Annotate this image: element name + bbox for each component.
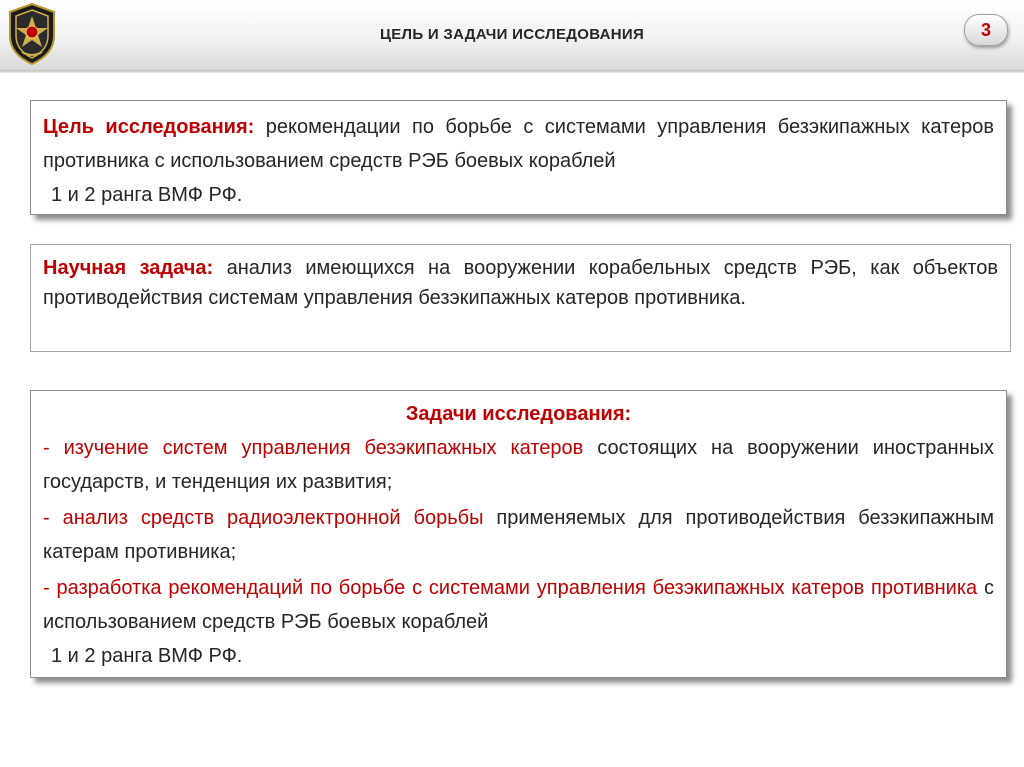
task-item-highlight: - анализ средств радиоэлектронной борьбы — [43, 507, 484, 529]
goal-text: рекомендации по борьбе с системами управления безэкипажных катеров противника с использованием средств РЭБ боевых кораблей — [43, 116, 994, 172]
science-task-box — [30, 244, 1011, 352]
goal-label: Цель исследования: — [43, 116, 255, 138]
goal-paragraph — [43, 110, 994, 178]
goal-box — [30, 100, 1007, 215]
science-task-label: Научная задача: — [43, 257, 214, 279]
header-divider — [0, 70, 1024, 73]
task-item-highlight: - изучение систем управления безэкипажных катеров — [43, 437, 584, 459]
task-item-3-tail: 1 и 2 ранга ВМФ РФ. — [51, 645, 243, 667]
goal-text-end: 1 и 2 ранга ВМФ РФ. — [51, 184, 243, 206]
science-task-text: анализ имеющихся на вооружении корабельных средств РЭБ, как объектов противодействия системам управления безэкипажных катеров противника. — [43, 257, 999, 309]
task-item-3 — [43, 571, 994, 639]
research-tasks-box — [30, 390, 1007, 678]
task-item-2 — [43, 501, 994, 569]
task-item-text: состоящих на вооружении иностранных государств, и тенденция их развития; — [43, 437, 994, 493]
task-item-1 — [43, 431, 994, 499]
research-tasks-title: Задачи исследования: — [405, 403, 632, 425]
page-number-badge: 3 — [964, 14, 1008, 46]
task-item-text: с использованием средств РЭБ боевых кораблей — [43, 577, 994, 633]
task-item-text: применяемых для противодействия безэкипажным катерам противника; — [43, 507, 994, 563]
page-title: ЦЕЛЬ И ЗАДАЧИ ИССЛЕДОВАНИЯ — [379, 26, 645, 43]
slide-header — [0, 0, 1024, 70]
task-item-highlight: - разработка рекомендаций по борьбе с системами управления безэкипажных катеров противника — [43, 577, 978, 599]
